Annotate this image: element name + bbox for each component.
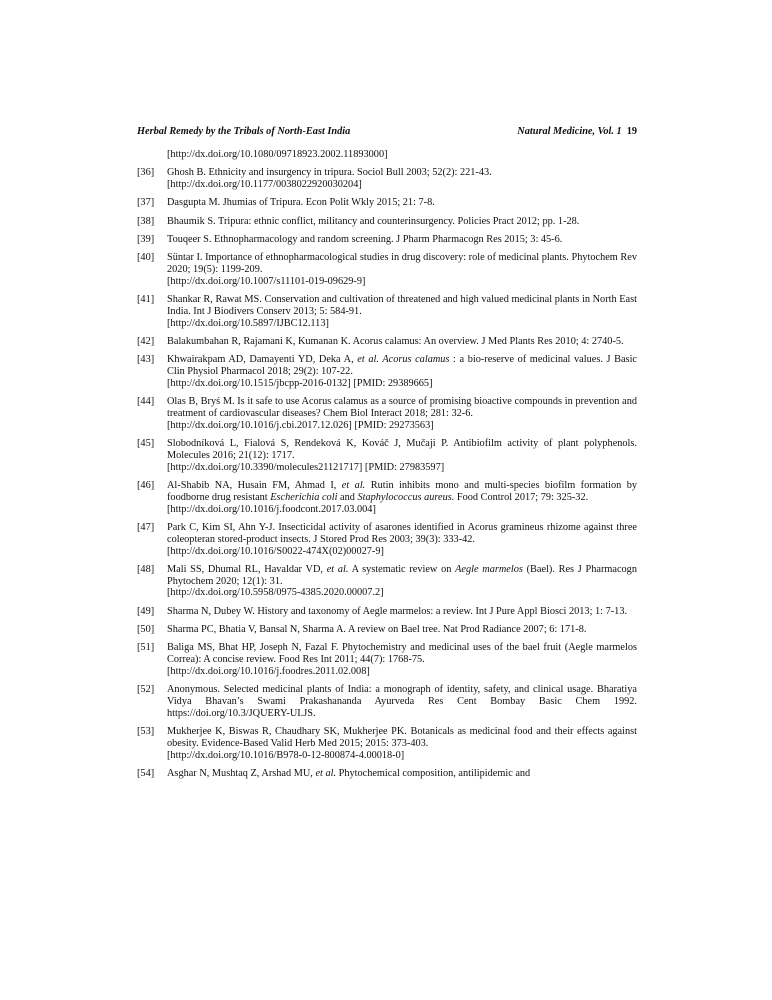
reference-number: [49] (137, 605, 155, 617)
reference-doi-link[interactable]: [http://dx.doi.org/10.1177/0038022920030204] (167, 179, 362, 191)
reference-italic-text: Staphylococcus aureus. (357, 491, 455, 503)
reference-number: [54] (137, 767, 155, 779)
reference-item (137, 624, 637, 636)
reference-item (137, 216, 637, 228)
reference-item (137, 252, 637, 287)
reference-text: Mukherjee K, Biswas R, Chaudhary SK, Mukherjee PK. Botanicals as medicinal food and their effects against obesity. Evidence-Based Valid Herb Med 2015; 2015: 373-403. (167, 726, 637, 749)
reference-number: [43] (137, 354, 155, 366)
reference-text-part: Asghar N, Mushtaq Z, Arshad MU, (167, 767, 316, 779)
reference-number: [41] (137, 294, 155, 306)
reference-item (137, 294, 637, 329)
reference-continuation: [http://dx.doi.org/10.1080/09718923.2002.11893000] (167, 149, 388, 160)
reference-item (137, 167, 637, 191)
reference-number: [52] (137, 684, 155, 696)
reference-number: [45] (137, 438, 155, 450)
reference-item (137, 726, 637, 761)
running-title: Herbal Remedy by the Tribals of North-East India (137, 126, 351, 137)
reference-number: [38] (137, 215, 155, 227)
reference-item (137, 684, 637, 719)
reference-text: Touqeer S. Ethnopharmacology and random screening. J Pharm Pharmacogn Res 2015; 3: 45-6. (167, 233, 563, 245)
reference-text (167, 564, 637, 588)
reference-text: Baliga MS, Bhat HP, Joseph N, Fazal F. Phytochemistry and medicinal uses of the bael fruit (Aegle marmelos Correa): A concise review. Food Res Int 2011; 44(7): 1768-75. (167, 642, 637, 666)
reference-text: Olas B, Bryś M. Is it safe to use Acorus calamus as a source of promising bioactive compounds in prevention and treatment of cardiovascular diseases? Chem Biol Interact 2018; 281: 32-6. (167, 396, 637, 420)
reference-text-part: Phytochemical composition, antilipidemic and (336, 767, 531, 779)
reference-text-part: and (337, 491, 358, 503)
reference-text: Sharma N, Dubey W. History and taxonomy of Aegle marmelos: a review. Int J Pure Appl Biosci 2013; 1: 7-13. (167, 605, 628, 617)
reference-number: [36] (137, 167, 155, 179)
reference-text: Ghosh B. Ethnicity and insurgency in tripura. Sociol Bull 2003; 52(2): 221-43. (167, 167, 492, 179)
reference-doi-link[interactable]: [http://dx.doi.org/10.5897/IJBC12.113] (167, 317, 329, 329)
reference-text: Bhaumik S. Tripura: ethnic conflict, militancy and counterinsurgency. Policies Pract 2012; pp. 1-28. (167, 215, 580, 227)
reference-text-part: Khwairakpam AD, Damayenti YD, Deka A, (167, 354, 358, 366)
reference-item (137, 480, 637, 515)
reference-item (137, 396, 637, 431)
journal-name: Natural Medicine, Vol. 1 (517, 126, 622, 137)
reference-text: Dasgupta M. Jhumias of Tripura. Econ Polit Wkly 2015; 21: 7-8. (167, 197, 435, 209)
reference-doi-link[interactable]: [http://dx.doi.org/10.3390/molecules21121717] [PMID: 27983597] (167, 461, 445, 473)
reference-text-part: Al-Shabib NA, Husain FM, Ahmad I, (167, 480, 342, 492)
reference-item (137, 606, 637, 618)
reference-list (137, 149, 637, 786)
reference-number: [50] (137, 624, 155, 635)
reference-text (167, 354, 637, 378)
reference-italic-text: et al. (315, 767, 337, 779)
reference-number: [42] (137, 336, 155, 348)
reference-text: Süntar I. Importance of ethnopharmacological studies in drug discovery: role of medicinal plants. Phytochem Rev 2020; 19(5): 1199-209. (167, 252, 637, 276)
reference-doi-link[interactable]: [http://dx.doi.org/10.1016/j.foodres.2011.02.008] (167, 665, 370, 677)
reference-italic-text: Escherichia coli (270, 491, 338, 503)
reference-doi-link[interactable]: [http://dx.doi.org/10.1007/s11101-019-09629-9] (167, 275, 366, 287)
reference-item (137, 234, 637, 246)
reference-item (137, 336, 637, 348)
reference-doi-link[interactable]: [http://dx.doi.org/10.1016/j.foodcont.2017.03.004] (167, 503, 376, 515)
reference-text-part: A systematic review on (348, 563, 456, 575)
reference-italic-text: Aegle marmelos (455, 563, 523, 575)
reference-text-part: Rutin inhibits mono and multi-species biofilm formation by foodborne drug resistant (167, 480, 638, 503)
reference-text: Anonymous. Selected medicinal plants of India: a monograph of identity, safety, and clinical usage. Bharatiya Vidya Bhavan’s Swami Prakashananda Ayurveda Res Cent Bombay Basic Chem 1992. https://doi.org/10.3/JQUERY-UI.JS. (167, 684, 637, 719)
reference-item (137, 642, 637, 677)
reference-number: [53] (137, 726, 155, 738)
reference-text-part: (Bael). Res J Pharmacogn Phytochem 2020; 12(1): 31. (167, 563, 637, 587)
reference-doi-link[interactable]: [http://dx.doi.org/10.5958/0975-4385.2020.00007.2] (167, 587, 384, 599)
reference-number: [46] (137, 480, 155, 492)
reference-item (137, 564, 637, 599)
page-number: 19 (626, 126, 637, 137)
reference-number: [47] (137, 521, 155, 533)
reference-doi-link[interactable]: [http://dx.doi.org/10.1016/j.cbi.2017.12.026] [PMID: 29273563] (167, 419, 434, 431)
reference-doi-link[interactable]: [http://dx.doi.org/10.1016/S0022-474X(02)00027-9] (167, 545, 384, 557)
reference-italic-text: et al. (341, 480, 366, 492)
reference-number: [37] (137, 197, 155, 209)
reference-item (137, 768, 637, 780)
reference-text: Shankar R, Rawat MS. Conservation and cultivation of threatened and high valued medicinal plants in North East India. Int J Biodivers Conserv 2013; 5: 584-91. (167, 294, 637, 317)
reference-doi-link[interactable]: [http://dx.doi.org/10.1515/jbcpp-2016-0132] [PMID: 29389665] (167, 377, 433, 389)
running-header (137, 125, 637, 139)
reference-number: [44] (137, 396, 155, 408)
reference-item (137, 438, 637, 473)
reference-text: Park C, Kim SI, Ahn Y-J. Insecticidal activity of asarones identified in Acorus gramineus rhizome against three coleopteran stored-product insects. J Stored Prod Res 2003; 39(3): 333-42. (167, 521, 637, 545)
reference-italic-text: et al. (326, 563, 349, 575)
reference-item (137, 197, 637, 209)
reference-text (167, 480, 637, 504)
reference-text-part: : a bio-reserve of medicinal values. J Basic Clin Physiol Pharmacol 2018; 29(2): 107-22. (167, 354, 637, 378)
reference-italic-text: et al. Acorus calamus (357, 354, 450, 366)
reference-text: Slobodníková L, Fialová S, Rendeková K, Kováč J, Mučaji P. Antibiofilm activity of plant polyphenols. Molecules 2016; 21(12): 1717. (167, 438, 637, 461)
reference-number: [48] (137, 563, 155, 575)
reference-number: [39] (137, 233, 155, 245)
reference-text-part: Food Control 2017; 79: 325-32. (454, 491, 589, 503)
reference-item (137, 354, 637, 389)
reference-text: Sharma PC, Bhatia V, Bansal N, Sharma A. A review on Bael tree. Nat Prod Radiance 2007; 6: 171-8. (167, 624, 587, 635)
reference-number: [51] (137, 642, 155, 654)
reference-item (137, 522, 637, 557)
reference-number: [40] (137, 252, 155, 264)
reference-text-part: Mali SS, Dhumal RL, Havaldar VD, (167, 563, 327, 575)
journal-info (517, 125, 637, 139)
reference-text: Balakumbahan R, Rajamani K, Kumanan K. Acorus calamus: An overview. J Med Plants Res 2010; 4: 2740-5. (167, 336, 624, 348)
reference-text (167, 768, 637, 780)
reference-doi-link[interactable]: [http://dx.doi.org/10.1016/B978-0-12-800874-4.00018-0] (167, 749, 405, 761)
